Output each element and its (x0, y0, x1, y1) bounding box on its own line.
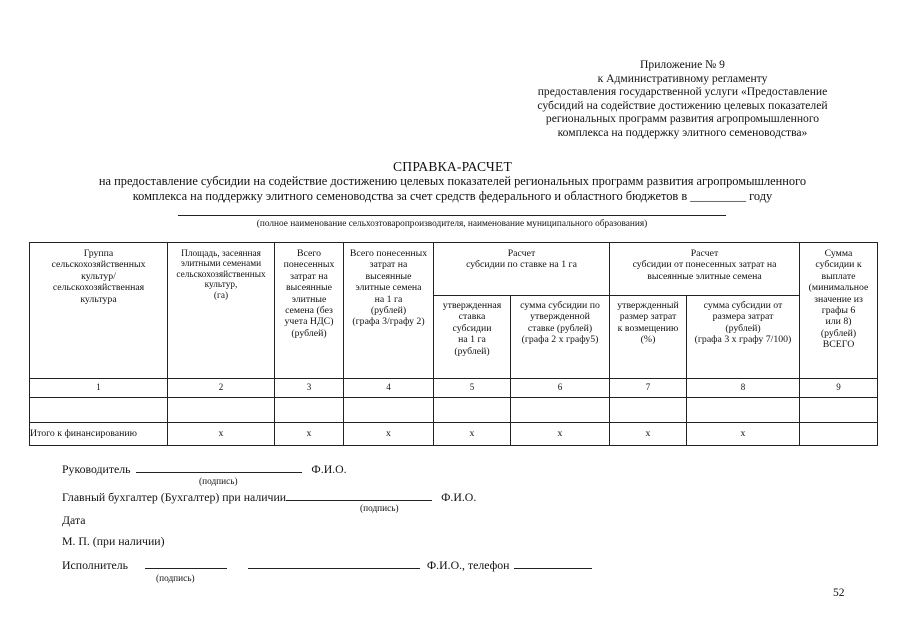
accountant-fio: Ф.И.О. (441, 490, 477, 504)
header-crop-group: Группа сельскохозяйственных культур/ сельскохозяйственная культура (30, 243, 168, 379)
column-number: 2 (168, 379, 275, 398)
table-cell (275, 398, 344, 423)
total-cell (800, 423, 878, 446)
head-signature-caption: (подпись) (199, 477, 238, 487)
signature-blank (136, 461, 302, 473)
appendix-line: комплекса на поддержку элитного семеноводства» (557, 125, 808, 139)
organization-name-line (178, 215, 726, 216)
header-costs-per-ha: Всего понесенных затрат на высеянные элитные семена на 1 га (рублей) (графа 3/графу 2) (344, 243, 434, 379)
table-cell (800, 398, 878, 423)
name-blank (248, 557, 420, 569)
table-cell (511, 398, 610, 423)
head-label: Руководитель (62, 462, 131, 476)
header-total-costs: Всего понесенных затрат на высеянные элитные семена (без учета НДС) (рублей) (275, 243, 344, 379)
table-cell (30, 398, 168, 423)
executor-signature-line (62, 557, 592, 572)
column-number: 8 (687, 379, 800, 398)
total-row (30, 423, 878, 446)
accountant-signature-caption: (подпись) (360, 504, 399, 514)
appendix-header (510, 58, 855, 140)
total-cell: x (610, 423, 687, 446)
table-cell (434, 398, 511, 423)
header-approved-cost-share: утвержденный размер затрат к возмещению (%) (610, 296, 687, 379)
column-number: 4 (344, 379, 434, 398)
total-cell: x (511, 423, 610, 446)
table-cell (610, 398, 687, 423)
header-subsidy-by-costs: сумма субсидии от размера затрат (рублей) (графа 3 х графу 7/100) (687, 296, 800, 379)
subsidy-calculation-table (29, 242, 878, 446)
document-subtitle-line: на предоставление субсидии на содействие достижению целевых показателей региональных программ развития агропромышленного (98, 174, 807, 188)
total-cell: x (344, 423, 434, 446)
header-group-rate-calc: Расчет субсидии по ставке на 1 га (434, 243, 610, 296)
table-cell (168, 398, 275, 423)
header-sown-area: Площадь, засеянная элитными семенами сельскохозяйственных культур, (га) (168, 243, 275, 379)
total-cell: x (168, 423, 275, 446)
accountant-signature-line (62, 489, 476, 504)
column-number: 6 (511, 379, 610, 398)
date-label: Дата (62, 513, 86, 527)
column-number: 3 (275, 379, 344, 398)
table-row (30, 398, 878, 423)
document-subtitle-line: комплекса на поддержку элитного семеноводства за счет средств федерального и областного бюджетов в _________ году (132, 189, 773, 203)
document-title: СПРАВКА-РАСЧЕТ (393, 159, 512, 174)
column-number: 7 (610, 379, 687, 398)
executor-fio: Ф.И.О., телефон (426, 558, 510, 572)
total-label: Итого к финансированию (30, 423, 168, 446)
signature-blank (145, 557, 227, 569)
header-approved-rate: утвержденная ставка субсидии на 1 га (рублей) (434, 296, 511, 379)
executor-label: Исполнитель (62, 558, 128, 572)
column-number: 9 (800, 379, 878, 398)
page-number: 52 (833, 587, 845, 599)
appendix-line: к Административному регламенту (597, 71, 768, 85)
header-group-cost-calc: Расчет субсидии от понесенных затрат на высеянные элитные семена (610, 243, 800, 296)
organization-caption: (полное наименование сельхозтоваропроизводителя, наименование муниципального образования) (256, 219, 648, 229)
phone-blank (514, 557, 592, 569)
appendix-line: региональных программ развития агропромышленного (545, 112, 820, 126)
head-signature-line (62, 461, 347, 476)
appendix-line: предоставления государственной услуги «Предоставление (537, 85, 828, 99)
executor-signature-caption: (подпись) (156, 574, 195, 584)
total-cell: x (687, 423, 800, 446)
table-cell (344, 398, 434, 423)
document-title-block (20, 159, 885, 204)
stamp-label: М. П. (при наличии) (62, 534, 165, 548)
signature-blank (286, 489, 432, 501)
column-number: 1 (30, 379, 168, 398)
total-cell: x (434, 423, 511, 446)
header-total-subsidy: Сумма субсидии к выплате (минимальное значение из графы 6 или 8) (рублей) ВСЕГО (800, 243, 878, 379)
column-number: 5 (434, 379, 511, 398)
table-cell (687, 398, 800, 423)
appendix-line: субсидий на содействие достижению целевых показателей (537, 98, 828, 112)
accountant-label: Главный бухгалтер (Бухгалтер) при наличии (62, 490, 287, 504)
total-cell: x (275, 423, 344, 446)
appendix-line: Приложение № 9 (640, 58, 725, 71)
header-subsidy-by-rate: сумма субсидии по утвержденной ставке (рублей) (графа 2 х графу5) (511, 296, 610, 379)
head-fio: Ф.И.О. (311, 462, 347, 476)
column-number-row (30, 379, 878, 398)
